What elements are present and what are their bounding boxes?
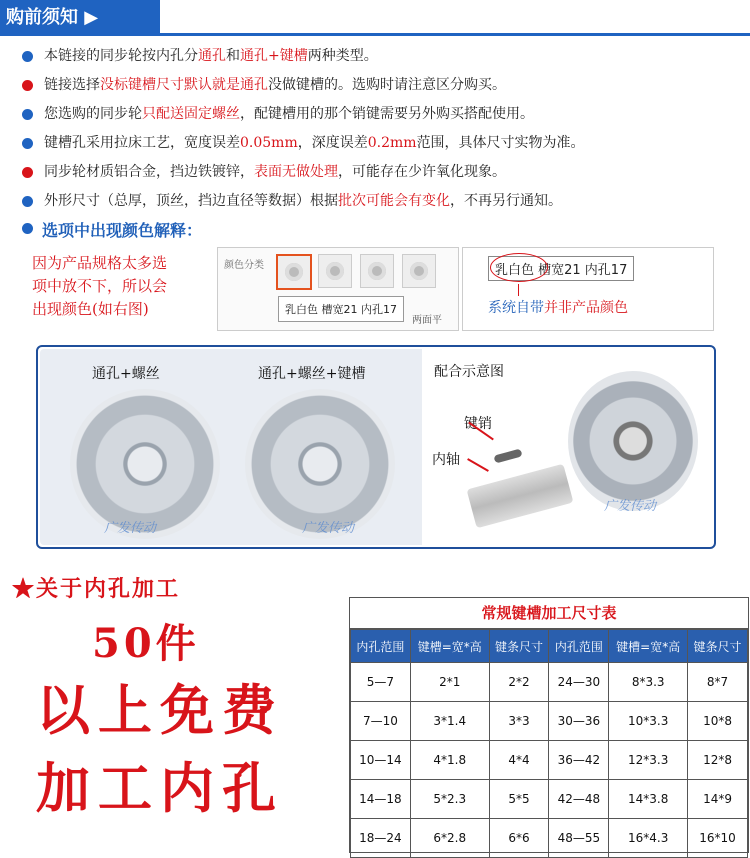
table-cell: 24—30 — [549, 663, 609, 702]
table-cell: 10*3.3 — [609, 702, 688, 741]
option-tooltip: 乳白色 槽宽21 内孔17 — [278, 296, 404, 322]
table-row — [351, 702, 748, 741]
note-text: ，配键槽用的那个销键需要另外购买搭配使用。 — [240, 106, 534, 122]
table-cell: 4*4 — [489, 741, 549, 780]
system-note-red: 并非产品颜色 — [544, 300, 628, 316]
note-text: 和 — [226, 48, 240, 64]
bullet-icon — [22, 196, 33, 207]
note-item — [22, 42, 742, 71]
header — [0, 0, 750, 36]
note-text: 没做键槽的。选购时请注意区分购买。 — [268, 77, 506, 93]
keyway-size-table — [349, 597, 749, 853]
note-text: 外形尺寸（总厚，顶丝，挡边直径等数据）根据 — [44, 193, 338, 209]
table-cell: 42—48 — [549, 780, 609, 819]
note-item — [22, 100, 742, 129]
note-text: 只配送固定螺丝 — [142, 106, 240, 122]
table-row — [351, 819, 748, 858]
note-text: 批次可能会有变化 — [338, 193, 450, 209]
label-assembly: 配合示意图 — [434, 364, 504, 380]
table-header-cell: 键条尺寸 — [489, 630, 549, 663]
table-cell: 10—14 — [351, 741, 411, 780]
explain-line: 因为产品规格太多选 — [32, 254, 168, 272]
note-item — [22, 158, 742, 187]
table-cell: 14—18 — [351, 780, 411, 819]
promo-line3: 加工内孔 — [36, 756, 284, 820]
table-header-cell: 键槽=宽*高 — [609, 630, 688, 663]
option-thumb[interactable] — [318, 254, 352, 288]
promo-line2: 以上免费 — [36, 678, 284, 742]
table-cell: 16*4.3 — [609, 819, 688, 858]
note-text: 键槽孔采用拉床工艺，宽度误差 — [44, 135, 240, 151]
bullet-icon — [22, 80, 33, 91]
table-cell: 12*3.3 — [609, 741, 688, 780]
note-text: 同步轮材质铝合金，挡边铁镀锌， — [44, 164, 254, 180]
table-cell: 5—7 — [351, 663, 411, 702]
table-row — [351, 741, 748, 780]
table-cell: 48—55 — [549, 819, 609, 858]
table-cell: 5*5 — [489, 780, 549, 819]
note-item — [22, 129, 742, 158]
table-cell: 14*3.8 — [609, 780, 688, 819]
note-text: 0.2mm — [367, 135, 417, 151]
section-color-explain — [22, 218, 202, 241]
label-key: 键销 — [464, 416, 492, 432]
note-text: ，可能存在少许氧化现象。 — [338, 164, 506, 180]
bullet-icon — [22, 138, 33, 149]
watermark: 广发传动 — [604, 499, 657, 514]
table-cell: 14*9 — [688, 780, 748, 819]
table-cell: 30—36 — [549, 702, 609, 741]
promo-line1: 50件 — [92, 620, 200, 667]
option-thumb[interactable] — [402, 254, 436, 288]
table-cell: 8*3.3 — [609, 663, 688, 702]
note-text: 两种类型。 — [307, 48, 378, 64]
table-header-row — [351, 630, 748, 663]
table-cell: 18—24 — [351, 819, 411, 858]
highlight-circle — [490, 253, 548, 282]
note-text: 通孔 — [198, 48, 226, 64]
table-header-cell: 内孔范围 — [549, 630, 609, 663]
bullet-icon — [22, 223, 33, 234]
label-through-hole-screw: 通孔+螺丝 — [92, 366, 160, 382]
table-cell: 3*1.4 — [410, 702, 489, 741]
table-cell: 7—10 — [351, 702, 411, 741]
note-text: 通孔+键槽 — [240, 48, 308, 64]
option-label: 颜色分类 — [224, 260, 264, 271]
note-text: 没标键槽尺寸默认就是通孔 — [100, 77, 268, 93]
note-text: 本链接的同步轮按内孔分 — [44, 48, 198, 64]
pulley-diagram — [36, 345, 716, 549]
table-cell: 3*3 — [489, 702, 549, 741]
table-cell: 2*1 — [410, 663, 489, 702]
bullet-icon — [22, 167, 33, 178]
note-item — [22, 187, 742, 216]
table-cell: 4*1.8 — [410, 741, 489, 780]
table-row — [351, 663, 748, 702]
table-cell: 2*2 — [489, 663, 549, 702]
label-through-hole-screw-keyway: 通孔+螺丝+键槽 — [258, 366, 366, 382]
note-text: 您选购的同步轮 — [44, 106, 142, 122]
bullet-icon — [22, 51, 33, 62]
explain-line: 项中放不下，所以会 — [32, 277, 168, 295]
system-note — [488, 297, 628, 317]
notes-list — [22, 42, 742, 216]
note-text: ，深度误差 — [297, 135, 368, 151]
arrow-icon — [518, 284, 519, 296]
promo-title: ★关于内孔加工 — [12, 576, 181, 602]
table-cell: 8*7 — [688, 663, 748, 702]
table-cell: 12*8 — [688, 741, 748, 780]
table-grid — [350, 629, 748, 858]
note-text: 范围，具体尺寸实物为准。 — [416, 135, 585, 151]
table-cell: 16*10 — [688, 819, 748, 858]
note-text: 表面无做处理 — [254, 164, 338, 180]
pulley-photos — [40, 349, 422, 545]
table-header-cell: 键槽=宽*高 — [410, 630, 489, 663]
watermark: 广发传动 — [302, 521, 355, 536]
option-thumb[interactable] — [360, 254, 394, 288]
explain-line: 出现颜色(如右图) — [32, 300, 149, 318]
system-note-blue: 系统自带 — [488, 300, 544, 316]
section-title: 选项中出现颜色解释： — [42, 221, 203, 240]
option-bottom-label: 两面平 — [412, 315, 442, 326]
bullet-icon — [22, 109, 33, 120]
note-text: 链接选择 — [44, 77, 100, 93]
table-cell: 10*8 — [688, 702, 748, 741]
header-title: 购前须知 ▶ — [0, 0, 160, 36]
header-divider — [160, 33, 750, 36]
pulley-image — [568, 371, 698, 511]
table-row — [351, 780, 748, 819]
table-cell: 36—42 — [549, 741, 609, 780]
note-item — [22, 71, 742, 100]
table-header-cell: 内孔范围 — [351, 630, 411, 663]
table-header-cell: 键条尺寸 — [688, 630, 748, 663]
note-text: ，不再另行通知。 — [450, 193, 562, 209]
watermark: 广发传动 — [104, 521, 157, 536]
note-text: 0.05mm — [240, 135, 298, 151]
option-chip: 乳白色 槽宽21 内孔17 — [488, 256, 634, 281]
color-explanation — [32, 252, 217, 321]
table-cell: 5*2.3 — [410, 780, 489, 819]
option-thumb-selected[interactable] — [276, 254, 312, 290]
label-shaft: 内轴 — [432, 452, 460, 468]
table-cell: 6*2.8 — [410, 819, 489, 858]
table-cell: 6*6 — [489, 819, 549, 858]
table-title: 常规键槽加工尺寸表 — [350, 598, 748, 629]
